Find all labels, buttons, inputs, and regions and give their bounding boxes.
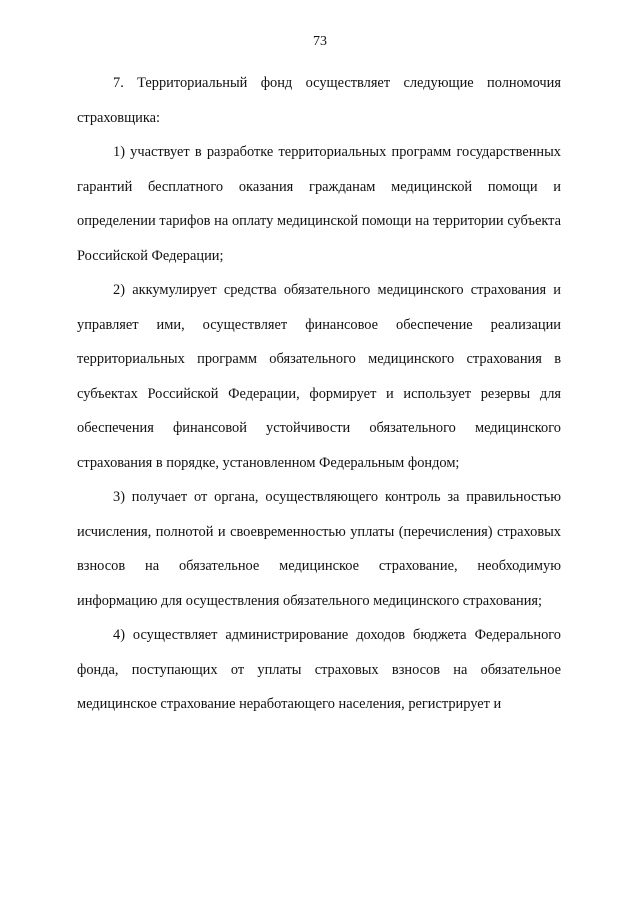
- paragraph-item-1: 1) участвует в разработке территориальных программ государственных гарантий бесплатного оказания гражданам медицинской помощи и определении тарифов на оплату медицинской помощи на территории субъекта Российской Федерации;: [77, 144, 561, 264]
- document-body: [77, 66, 561, 722]
- paragraph-item-2: 2) аккумулирует средства обязательного медицинского страхования и управляет ими, осуществляет финансовое обеспечение реализации территориальных программ обязательного медицинского страхования в субъектах Российской Федерации, формирует и использует резервы для обеспечения финансовой устойчивости обязательного медицинского страхования в порядке, установленном Федеральным фондом;: [77, 282, 561, 471]
- page-number: 73: [313, 34, 327, 49]
- paragraph-7-intro: 7. Территориальный фонд осуществляет следующие полномочия страховщика:: [77, 75, 561, 126]
- paragraph-item-3: 3) получает от органа, осуществляющего контроль за правильностью исчисления, полнотой и своевременностью уплаты (перечисления) страховых взносов на обязательное медицинское страхование, необходимую информацию для осуществления обязательного медицинского страхования;: [77, 489, 561, 609]
- paragraph-item-4: 4) осуществляет администрирование доходов бюджета Федерального фонда, поступающих от уплаты страховых взносов на обязательное медицинское страхование неработающего населения, регистрирует и: [77, 627, 561, 712]
